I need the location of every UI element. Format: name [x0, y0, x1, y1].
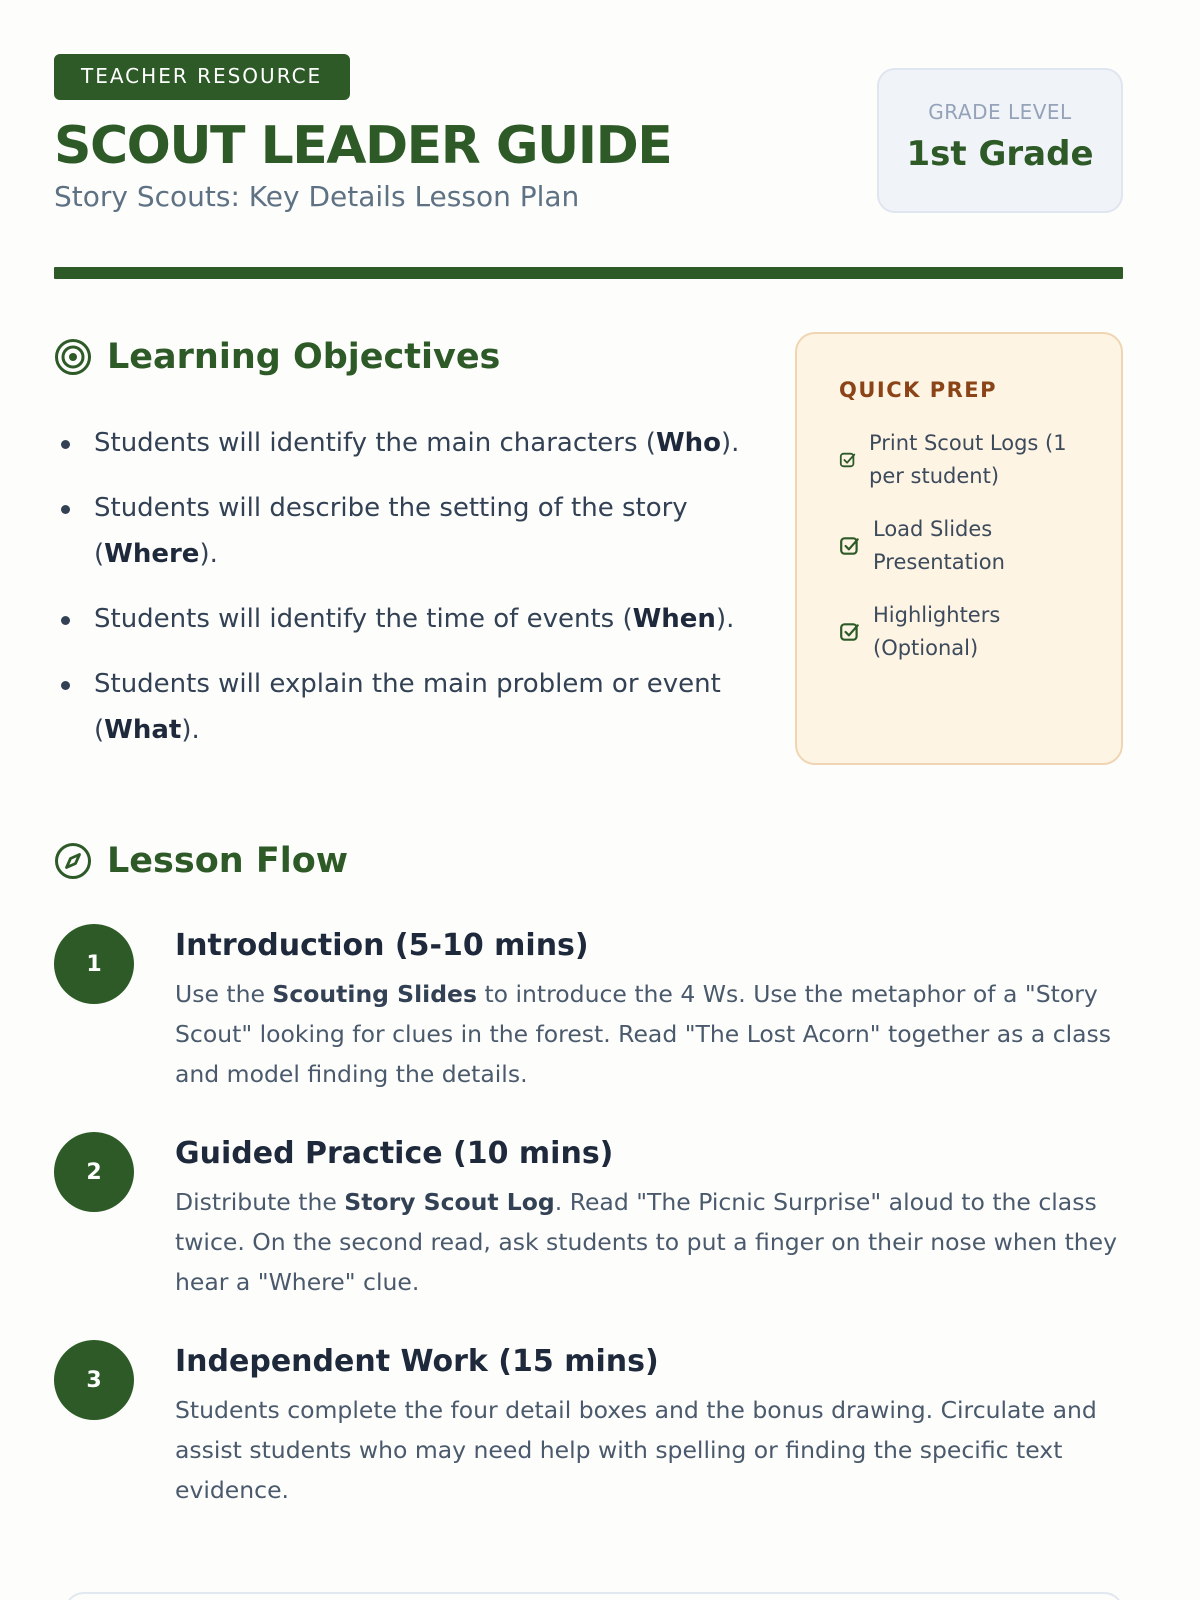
lesson-flow-heading [54, 836, 1146, 886]
step-number-badge: 2 [54, 1132, 134, 1212]
quick-prep-list [839, 427, 1081, 665]
header-divider [54, 267, 1123, 279]
checkbox-icon [839, 451, 857, 469]
grade-level-label: GRADE LEVEL [928, 100, 1072, 124]
quick-prep-item: Print Scout Logs (1 per student) [839, 427, 1081, 493]
grade-level-value: 1st Grade [906, 134, 1094, 174]
objective-list [54, 420, 784, 753]
step-number-badge: 3 [54, 1340, 134, 1420]
quick-prep-title: QUICK PREP [839, 378, 998, 402]
lesson-steps [54, 924, 1146, 1510]
step-description: Students complete the four detail boxes and the bonus drawing. Circulate and assist students who may need help with spelling or finding the specific text evidence. [175, 1396, 1097, 1504]
lesson-step [54, 1132, 1146, 1302]
grade-level-box [877, 68, 1123, 213]
step-description: Distribute the Story Scout Log. Read "The Picnic Surprise" aloud to the class twice. On the second read, ask students to put a finger on their nose when they hear a "Where" clue. [175, 1188, 1118, 1296]
checkbox-icon [839, 535, 861, 557]
step-title: Guided Practice (10 mins) [175, 1136, 614, 1171]
quick-prep-box [795, 332, 1123, 765]
objective-item: Students will identify the main characters (Who). [54, 420, 784, 466]
resource-badge: TEACHER RESOURCE [54, 54, 350, 100]
lesson-step [54, 1340, 1146, 1510]
checkbox-icon [839, 621, 861, 643]
objective-item: Students will explain the main problem or event (What). [54, 661, 784, 753]
lesson-flow-heading-text: Lesson Flow [107, 841, 349, 881]
step-title: Independent Work (15 mins) [175, 1344, 659, 1379]
lesson-step [54, 924, 1146, 1094]
next-section-card [64, 1592, 1124, 1600]
step-description: Use the Scouting Slides to introduce the 4 Ws. Use the metaphor of a "Story Scout" looking for clues in the forest. Read "The Lost Acorn" together as a class and model finding the details. [175, 980, 1112, 1088]
step-number-badge: 1 [54, 924, 134, 1004]
step-title: Introduction (5-10 mins) [175, 928, 589, 963]
page-subtitle: Story Scouts: Key Details Lesson Plan [54, 180, 580, 213]
header [54, 54, 1146, 267]
target-icon [54, 338, 92, 376]
compass-icon [54, 842, 92, 880]
page-title: SCOUT LEADER GUIDE [54, 116, 672, 176]
objectives-heading-text: Learning Objectives [107, 337, 501, 377]
objective-item: Students will describe the setting of the story (Where). [54, 485, 784, 577]
quick-prep-item: Load Slides Presentation [839, 513, 1081, 579]
lesson-flow-section [54, 836, 1146, 1510]
quick-prep-item: Highlighters (Optional) [839, 599, 1081, 665]
objectives-section [54, 332, 1146, 787]
objective-item: Students will identify the time of events (When). [54, 596, 784, 642]
